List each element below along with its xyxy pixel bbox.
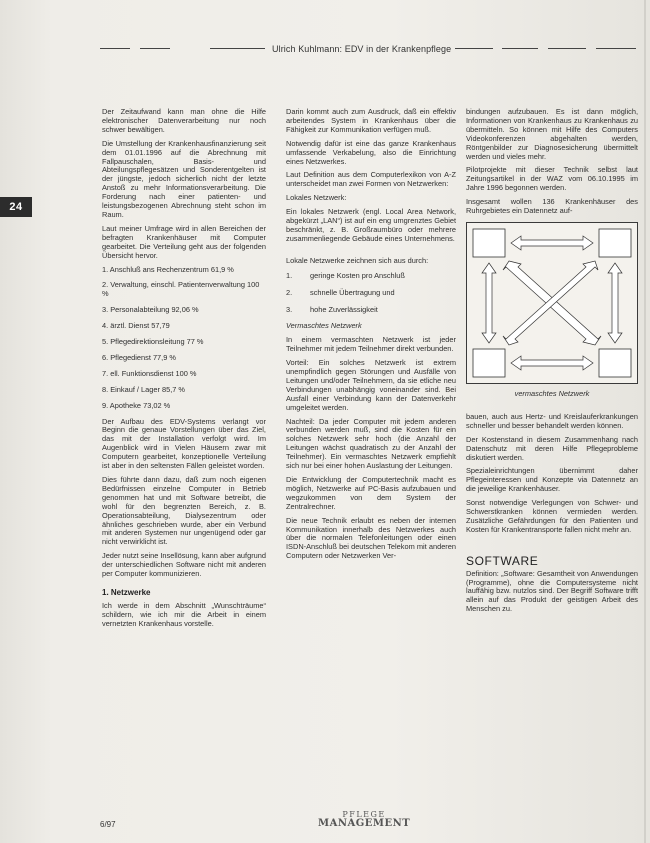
- section-heading-networks: 1. Netzwerke: [102, 587, 151, 597]
- paragraph: Der Zeitaufwand kann man ohne die Hilfe elektronischer Datenverarbeitung nur noch schwer bewältigen.: [102, 107, 266, 134]
- list-number: 2.: [286, 287, 293, 297]
- paragraph: Vorteil: Ein solches Netzwerk ist extrem unempfindlich gegen Störungen und Ausfälle von Leitungen und/oder Teilnehmern, da sie etliche neu Verbindungen unabhängig voneinander sind. Bei Ausfall einer Verbindung kann der Datenverkehr umgeleitet werden.: [286, 358, 456, 412]
- magazine-logo: [318, 810, 410, 828]
- footer-issue-number: 6/97: [100, 820, 116, 829]
- paragraph: Notwendig dafür ist eine das ganze Krankenhaus umfassende Verkabelung, also die Einrichtung eines Netzwerkes.: [286, 138, 456, 166]
- subheading-local-network: Lokales Netzwerk:: [286, 193, 347, 203]
- list-text: geringe Kosten pro Anschluß: [310, 270, 405, 280]
- paragraph: Sonst notwendige Verlegungen von Schwer- und Schwerstkranken können vermieden werden. Zusätzliche Gefährdungen für den Patienten und Kosten für Krankentransporte fallen nicht mehr an.: [466, 498, 638, 534]
- lan-features-list: [286, 272, 456, 315]
- list-item: 9. Apotheke 73,02 %: [102, 400, 171, 410]
- link-bottom: [511, 356, 593, 370]
- column-3: [466, 108, 638, 619]
- link-right: [608, 263, 622, 343]
- list-item: 5. Pflegedirektionsleitung 77 %: [102, 337, 204, 347]
- distribution-list: [102, 266, 266, 411]
- list-number: 1.: [286, 270, 293, 280]
- list-item: 4. ärztl. Dienst 57,79: [102, 321, 170, 331]
- paragraph: Jeder nutzt seine Insellösung, kann aber aufgrund der unterschiedlichen Software nicht mit anderen per Computer kommunizieren.: [102, 551, 266, 579]
- list-text: hohe Zuverlässigkeit: [310, 304, 378, 314]
- list-item: 3. Personalabteilung 92,06 %: [102, 305, 199, 315]
- list-item: 8. Einkauf / Lager 85,7 %: [102, 384, 185, 394]
- paragraph: Darin kommt auch zum Ausdruck, daß ein effektiv arbeitendes System in Krankenhaus über die Fähigkeit zur Kommunikation verfügen muß.: [286, 107, 456, 134]
- subheading-meshed-network: Vermaschtes Netzwerk: [286, 321, 362, 331]
- page-edge: [644, 0, 646, 843]
- link-top: [511, 236, 593, 250]
- header-rule-left-2: [140, 48, 170, 49]
- paragraph: Spezialeinrichtungen übernimmt daher Pflegeinteressen und Konzepte via Datennetz an die jeweilige Krankenhäuser.: [466, 466, 638, 494]
- list-item: [286, 306, 456, 315]
- paragraph: Dies führte dann dazu, daß zum noch eigenen Bedürfnissen einzelne Computer in Betrieb genommen hat und mit Software betreibt, die wohl für den begrenzten Bereich, z. B. Operationsabteilung, Dialysezentrum oder ähnliches geschrieben wurde, aber ein Verbund mit anderen Systemen nur ungenügend oder gar nicht verwirklicht ist.: [102, 475, 266, 547]
- header-rule-right: [455, 48, 493, 49]
- node-top-right: [599, 229, 631, 257]
- paragraph: bauen, auch aus Hertz- und Kreislauferkrankungen schneller und besser behandelt werden können.: [466, 411, 638, 430]
- node-bottom-left: [473, 349, 505, 377]
- header-rule-mid: [210, 48, 265, 49]
- paragraph: Die neue Technik erlaubt es neben der internen Kommunikation innerhalb des Netzwerkes auch über die normalen Telefonleitungen oder einen ISDN-Anschluß bei deutschen Telekom mit anderen Computern oder Netzwerken Ver-: [286, 515, 456, 561]
- list-item: 7. ell. Funktionsdienst 100 %: [102, 368, 197, 378]
- list-item: [286, 289, 456, 298]
- paragraph: Nachteil: Da jeder Computer mit jedem anderen verbunden werden muß, sind die Kosten für ein solches Netzwerk sehr hoch (die Anzahl der Leitungen wächst quadratisch zu der Anzahl der Teilnehmer). Ein vermaschtes Netzwerk empfiehlt sich nur bei einer hohen Auslastung der Leitungen.: [286, 416, 456, 471]
- paragraph: Lokale Netzwerke zeichnen sich aus durch:: [286, 255, 429, 265]
- paragraph: Pilotprojekte mit dieser Technik selbst laut Zeitungsartikel in der WAZ vom 06.10.1995 im Jahre 1996 begonnen werden.: [466, 165, 638, 193]
- node-top-left: [473, 229, 505, 257]
- network-diagram-svg: [467, 223, 637, 383]
- column-1: [102, 108, 266, 634]
- paragraph: Ein lokales Netzwerk (engl. Local Area Network, abgekürzt „LAN“) ist auf ein eng umgrenztes Gebiet beschränkt, z. B. Großraumbüro oder mehrere zusammenliegende Gebäude eines Unternehmens.: [286, 207, 456, 243]
- page-number-tab: 24: [0, 197, 32, 217]
- header-rule-right-2: [502, 48, 538, 49]
- header-rule-right-3: [548, 48, 586, 49]
- list-item: 6. Pflegedienst 77,9 %: [102, 352, 176, 362]
- logo-line-1: PFLEGE: [342, 810, 386, 819]
- paragraph: bindungen aufzubauen. Es ist dann möglich, Informationen von Krankenhaus zu Krankenhaus zu übermitteln. So können mit Hilfe des Computers Videokonferenzen abgehalten werden, Röntgenbilder zur Diagnosesicherung übermittelt werden und vieles mehr.: [466, 107, 638, 161]
- list-item: 2. Verwaltung, einschl. Patientenverwaltung 100 %: [102, 280, 260, 299]
- list-text: schnelle Übertragung und: [310, 287, 395, 297]
- paragraph: Laut Definition aus dem Computerlexikon von A-Z unterscheidet man zwei Formen von Netzwerken:: [286, 170, 456, 189]
- paragraph: Laut meiner Umfrage wird in allen Bereichen der befragten Krankenhäuser mit Computer gearbeitet. Die Verteilung geht aus der folgenden Übersicht hervor.: [102, 223, 266, 260]
- header-rule-right-4: [596, 48, 636, 49]
- paragraph: Definition: „Software: Gesamtheit von Anwendungen (Programme), ohne die Computersysteme nicht lauffähig bzw. nutzlos sind. Der Begriff Software trifft allein auf das Produkt der geistigen Arbeit des Menschen zu.: [466, 568, 638, 614]
- running-header: Ulrich Kuhlmann: EDV in der Krankenpflege: [272, 44, 452, 54]
- node-bottom-right: [599, 349, 631, 377]
- paragraph: Insgesamt wollen 136 Krankenhäuser des Ruhrgebietes ein Datennetz auf-: [466, 197, 638, 216]
- list-item: [286, 272, 456, 281]
- header-rule-left: [100, 48, 130, 49]
- section-heading-software: SOFTWARE: [466, 553, 539, 568]
- paragraph: Ich werde in dem Abschnitt „Wunschträume“ schildern, wie ich mir die Arbeit in einem vernetzten Krankenhaus vorstelle.: [102, 600, 266, 628]
- column-2: [286, 108, 456, 566]
- paragraph: Der Aufbau des EDV-Systems verlangt vor Beginn die genaue Vorstellungen über das Ziel, das mit der Installation verfolgt wird. Im Augenblick wird in Vielen Häusern zwar mit Computern gearbeitet, konzeptionelle Verteilung ist aber in den seltensten Fällen geleistet worden.: [102, 416, 266, 471]
- diagram-caption: vermaschtes Netzwerk: [514, 388, 590, 398]
- meshed-network-diagram: [466, 222, 638, 384]
- list-item: 1. Anschluß ans Rechenzentrum 61,9 %: [102, 264, 234, 274]
- paragraph: Die Umstellung der Krankenhausfinanzierung seit dem 01.01.1996 auf die Abrechnung mit Fallpauschalen, Basis- und Abteilungspflegesätzen und Sonderentgelten ist der jüngste, jedoch sicherlich nicht der letzte Anstoß zu mehr Informationsverarbeitung. Die Forderung nach einer patienten- und leistungsbezogenen Abrechnung steht schon im Raum.: [102, 138, 266, 219]
- link-left: [482, 263, 496, 343]
- paragraph: In einem vermaschten Netzwerk ist jeder Teilnehmer mit jedem Teilnehmer direkt verbunden.: [286, 335, 456, 354]
- paragraph: Die Entwicklung der Computertechnik macht es möglich, Netzwerke auf PC-Basis aufzubauen und wegzukommen von dem System der Zentralrechner.: [286, 475, 456, 511]
- list-number: 3.: [286, 304, 293, 314]
- paragraph: Der Kostenstand in diesem Zusammenhang nach Datenschutz mit deren Hilfe Pflegeprobleme diskutiert werden.: [466, 434, 638, 462]
- logo-line-2: MANAGEMENT: [318, 818, 411, 829]
